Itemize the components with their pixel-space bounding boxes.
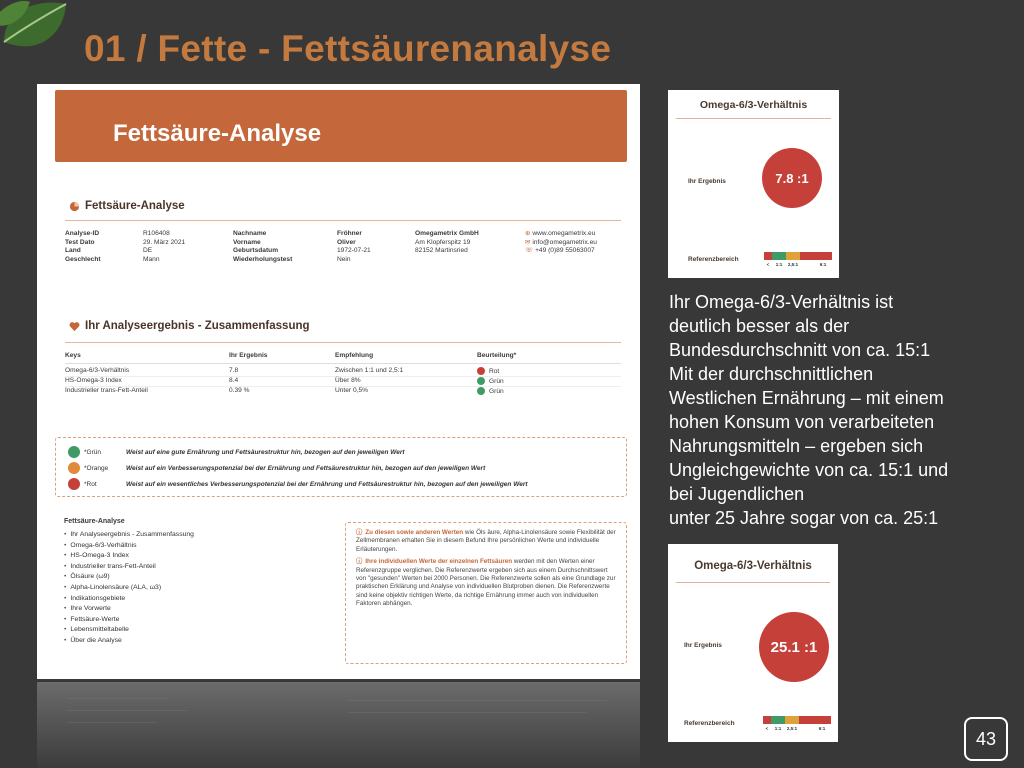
legend-item-orange: *Orange Weist auf ein Verbesserungspotenzial bei der Ernährung und Fettsäurestruktur hin, bezogen auf den jeweiligen Wert xyxy=(68,462,485,474)
info-icon: ⓘ xyxy=(356,558,363,566)
ratio-circle: 7.8 :1 xyxy=(762,148,822,208)
toc-list xyxy=(64,530,194,647)
table-row: Omega-6/3-Verhältnis 7.8 Zwischen 1:1 und 2,5:1 Rot xyxy=(65,366,500,375)
status-dot xyxy=(477,377,485,385)
document-banner xyxy=(55,90,627,162)
scale-labels: < 1:1 2,5:1 6:1 xyxy=(766,262,827,267)
reference-scale xyxy=(763,716,831,724)
globe-icon: ⊕ xyxy=(525,230,533,237)
company-contact xyxy=(525,230,597,256)
table-header: Keys Ihr Ergebnis Empfehlung Beurteilung* xyxy=(65,352,621,364)
analysis-document xyxy=(37,84,640,679)
red-dot-icon xyxy=(68,478,80,490)
section-analysis-heading xyxy=(69,200,185,212)
leaf-decoration xyxy=(0,0,80,62)
list-item[interactable]: • Lebensmitteltabelle xyxy=(64,625,194,636)
reference-label: Referenzbereich xyxy=(684,720,735,727)
reference-label: Referenzbereich xyxy=(688,256,739,263)
list-item[interactable]: • Ihr Analyseergebnis - Zusammenfassung xyxy=(64,530,194,541)
status-dot xyxy=(477,387,485,395)
phone-number: +49 (0)89 55063007 xyxy=(535,247,595,254)
page-number: 43 xyxy=(964,717,1008,761)
legend-item-red: *Rot Weist auf ein wesentliches Verbesserungspotenzial bei der Ernährung und Fettsäurestruktur hin, bezogen auf den jeweiligen Wert xyxy=(68,478,528,490)
rating-legend xyxy=(55,437,627,497)
section-summary-heading xyxy=(69,320,310,332)
patient-labels-a: Analyse-ID Test Dato Land Geschlecht xyxy=(65,230,101,263)
status-dot xyxy=(477,367,485,375)
email-link[interactable]: info@omegametrix.eu xyxy=(532,238,597,246)
green-dot-icon xyxy=(68,446,80,458)
divider xyxy=(65,220,621,221)
ratio-circle: 25.1 :1 xyxy=(759,612,829,682)
info-paragraph: ⓘ Ihre individuellen Werte der einzelnen Fettsäuren werden mit den Werten einer Referenzgruppe verglichen. Die Referenzwerte ergeben sich aus einem Durchschnittswert von "gesunden" Werten bei 2000 Personen. Die Referenzwerte sollen als eine Grundlage zur praktischen Erklärung und Analyse von individuellen Blutproben dienen. Die Referenzwerte sind keine objektiv richtigen Werte, da richtige Ernährung immer auch von individuellen Faktoren abhängen. xyxy=(356,558,616,608)
slide-body-text: Ihr Omega-6/3-Verhältnis ist deutlich besser als der Bundesdurchschnitt von ca. 15:1 Mit der durchschnittlichen Westlichen Ernährung – mit einem hohen Konsum von verarbeiteten Nahrungsmitteln – ergeben sich Ungleichgewichte von ca. 15:1 und bei Jugendlichen unter 25 Jahre sogar von ca. 25:1 xyxy=(669,292,949,528)
legend-item-green: *Grün Weist auf eine gute Ernährung und Fettsäurestruktur hin, bezogen auf den jeweiligen Wert xyxy=(68,446,405,458)
info-box xyxy=(345,522,627,664)
patient-values-a: R106408 29. März 2021 DE Mann xyxy=(143,230,186,263)
divider xyxy=(65,342,621,343)
patient-labels-b: Nachname Vorname Geburtsdatum Wiederholungstest xyxy=(233,230,293,263)
info-icon: ⓘ xyxy=(356,529,363,536)
reference-scale xyxy=(764,252,832,260)
banner-title: Fettsäure-Analyse xyxy=(113,120,322,147)
result-label: Ihr Ergebnis xyxy=(688,178,726,185)
phone-icon: ☏ xyxy=(525,247,536,254)
pie-chart-icon xyxy=(69,201,80,212)
list-item[interactable]: • HS-Omega-3 Index xyxy=(64,551,194,562)
table-row: HS-Omega-3 Index 8.4 Über 8% Grün xyxy=(65,376,621,386)
ratio-card-top xyxy=(668,90,839,278)
section-analysis-title: Fettsäure-Analyse xyxy=(85,200,185,212)
list-item[interactable]: • Industrieller trans-Fett-Anteil xyxy=(64,562,194,573)
ratio-card-bottom xyxy=(668,544,838,742)
scale-labels: < 1:1 2,5:1 6:1 xyxy=(765,726,826,731)
toc-title: Fettsäure-Analyse xyxy=(64,518,125,525)
list-item[interactable]: • Omega-6/3-Verhältnis xyxy=(64,541,194,552)
card-title: Omega-6/3-Verhältnis xyxy=(699,99,808,111)
info-paragraph: ⓘ Zu diesen sowie anderen Werten wie Öls äure, Alpha-Linolensäure sowie Flexibilität der Zellmembranen erhalten Sie in diesem Befund Ihre persönlichen Werte und individuelle Erläuterungen. xyxy=(356,529,616,553)
website-link[interactable]: www.omegametrix.eu xyxy=(532,230,596,237)
slide-title: 01 / Fette - Fettsäurenanalyse xyxy=(84,28,612,69)
result-label: Ihr Ergebnis xyxy=(684,642,722,649)
orange-dot-icon xyxy=(68,462,80,474)
document-reflection xyxy=(37,682,640,768)
list-item[interactable]: • Fettsäure-Werte xyxy=(64,615,194,626)
list-item[interactable]: • Indikationsgebiete xyxy=(64,594,194,605)
section-summary-title: Ihr Analyseergebnis - Zusammenfassung xyxy=(85,320,310,332)
heart-icon xyxy=(69,321,80,332)
company-address: Omegametrix GmbH Am Klopferspitz 19 82152 Martinsried xyxy=(415,230,479,254)
list-item[interactable]: • Ihre Vorwerte xyxy=(64,604,194,615)
list-item[interactable]: • Alpha-Linolensäure (ALA, ω3) xyxy=(64,583,194,594)
patient-values-b: Fröhner Oliver 1972-07-21 Nein xyxy=(337,230,371,263)
list-item[interactable]: • Über die Analyse xyxy=(64,636,194,647)
summary-table xyxy=(65,352,621,396)
card-title: Omega-6/3-Verhältnis xyxy=(694,560,812,572)
list-item[interactable]: • Ölsäure (ω9) xyxy=(64,572,194,583)
table-row: Industrieller trans-Fett-Anteil 0.39 % Unter 0,5% Grün xyxy=(65,386,621,396)
mail-icon: ✉ xyxy=(525,238,533,246)
